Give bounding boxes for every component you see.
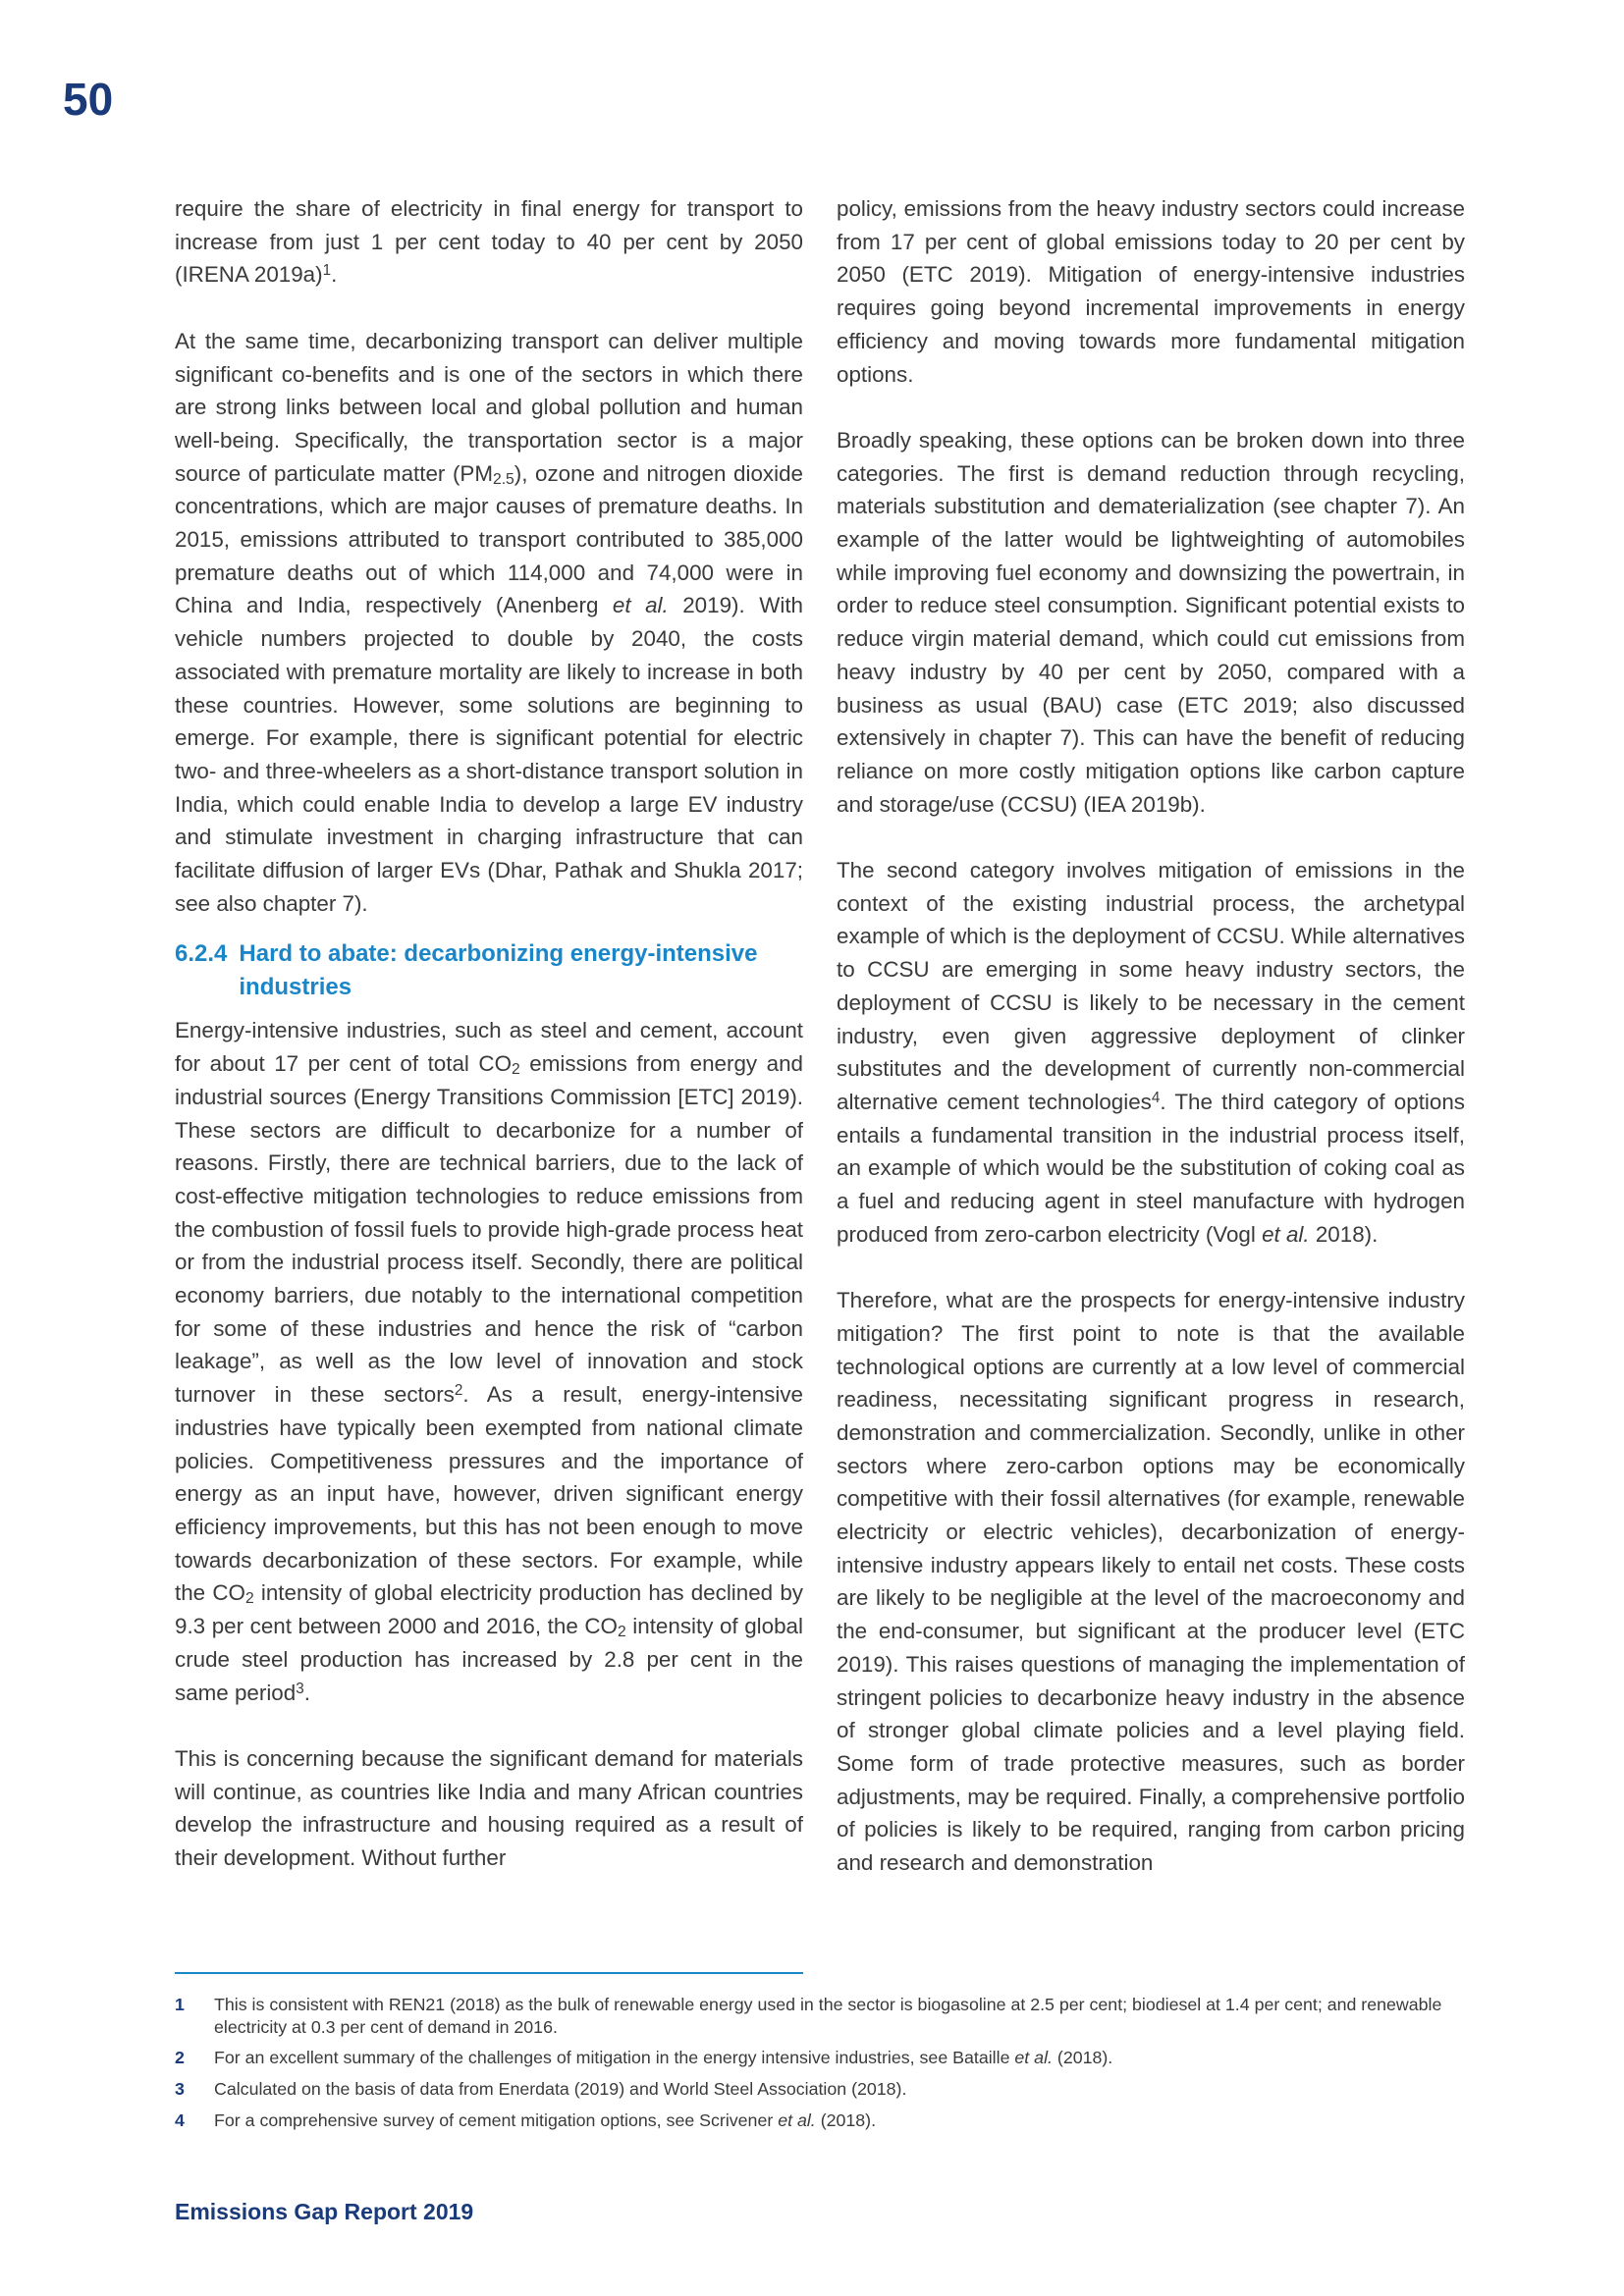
left-paragraph-2: At the same time, decarbonizing transport can deliver multiple significant co-benefits and is one of the sectors in which there are strong links between local and global pollution and human well-being. Specifically, the transportation sector is a major source of particulate matter $(PM_{2.5})$, ozone and nitrogen dioxide concentrations, which are major causes of premature deaths. In 2015, emissions attributed to transport contributed to 385,000 premature deaths out of which 114,000 and 74,000 were in China and India, respectively (Anenberg et al. 2019). With vehicle numbers projected to double by 2040, the costs associated with premature mortality are likely to increase in both these countries. However, some solutions are beginning to emerge. For example, there is significant potential for electric two- and three-wheelers as a short-distance transport solution in India, which could enable India to develop a large EV industry and stimulate investment in charging infrastructure that can facilitate diffusion of larger EVs (Dhar, Pathak and Shukla 2017; see also chapter 7). <box>175 328 803 916</box>
footnote-divider <box>175 1972 803 1974</box>
footnotes <box>175 1994 1451 2141</box>
right-paragraph-3: The second category involves mitigation of emissions in the context of the existing industrial process, the archetypal example of which is the deployment of CCSU. While alternatives to CCSU are emerging in some heavy industry sectors, the deployment of CCSU is likely to be necessary in the cement industry, even given aggressive deployment of clinker substitutes and the development of currently non-commercial alternative cement technologies$^4$. The third category of options entails a fundamental transition in the industrial process itself, an example of which would be the substitution of coking coal as a fuel and reducing agent in steel manufacture with hydrogen produced from zero-carbon electricity (Vogl et al. 2018). <box>837 858 1466 1247</box>
right-paragraph-1: policy, emissions from the heavy industry sectors could increase from 17 per cent of global emissions today to 20 per cent by 2050 (ETC 2019). Mitigation of energy-intensive industries requires going beyond incremental improvements in energy efficiency and moving towards more fundamental mitigation options. <box>837 196 1465 387</box>
right-column <box>837 192 1465 1880</box>
left-paragraph-3: Energy-intensive industries, such as steel and cement, account for about 17 per cent of total $CO_2$ emissions from energy and industrial sources (Energy Transitions Commission [ETC] 2019). These sectors are difficult to decarbonize for a number of reasons. Firstly, there are technical barriers, due to the lack of cost-effective mitigation technologies to reduce emissions from the combustion of fossil fuels to provide high-grade process heat or from the industrial process itself. Secondly, there are political economy barriers, due notably to the international competition for some of these industries and hence the risk of “carbon leakage”, as well as the low level of innovation and stock turnover in these sectors$^2$. As a result, energy-intensive industries have typically been exempted from national climate policies. Competitiveness pressures and the importance of energy as an input have, however, driven significant energy efficiency improvements, but this has not been enough to move towards decarbonization of these sectors. For example, while the $CO_2$ intensity of global electricity production has declined by 9.3 per cent between 2000 and 2016, the $CO_2$ intensity of global crude steel production has increased by 2.8 per cent in the same period$^3$. <box>175 1018 803 1705</box>
footnote-ref-3[interactable]: 3 <box>296 1680 304 1697</box>
right-paragraph-2: Broadly speaking, these options can be broken down into three categories. The first is demand reduction through recycling, materials substitution and dematerialization (see chapter 7). An example of the latter would be lightweighting of automobiles while improving fuel economy and downsizing the powertrain, in order to reduce steel consumption. Significant potential exists to reduce virgin material demand, which could cut emissions from heavy industry by 40 per cent by 2050, compared with a business as usual (BAU) case (ETC 2019; also discussed extensively in chapter 7). This can have the benefit of reducing reliance on more costly mitigation options like carbon capture and storage/use (CCSU) (IEA 2019b). <box>837 427 1465 817</box>
footnote-1: 1 This is consistent with REN21 (2018) as the bulk of renewable energy used in the sector is biogasoline at 2.5 per cent; biodiesel at 1.4 per cent; and renewable electricity at 0.3 per cent of demand in 2016. <box>175 1995 1442 2037</box>
footnote-ref-2[interactable]: 2 <box>454 1382 463 1400</box>
left-paragraph-1: require the share of electricity in final energy for transport to increase from just 1 per cent today to 40 per cent by 2050 (IRENA 2019a)$^1$. <box>175 196 803 288</box>
section-title: Hard to abate: decarbonizing energy-intensive industries <box>239 940 758 1000</box>
section-heading <box>175 937 803 1003</box>
page-number: 50 <box>63 74 114 125</box>
footnote-ref-4[interactable]: 4 <box>1151 1090 1161 1107</box>
footnote-4: 4 For a comprehensive survey of cement mitigation options, see Scrivener et al. (2018). <box>175 2109 877 2130</box>
section-number: 6.2.4 <box>175 940 228 968</box>
right-paragraph-4: Therefore, what are the prospects for energy-intensive industry mitigation? The first point to note is that the available technological options are currently at a low level of commercial readiness, necessitating significant progress in research, demonstration and commercialization. Secondly, unlike in other sectors where zero-carbon options may be economically competitive with their fossil alternatives (for example, renewable electricity or electric vehicles), decarbonization of energy-intensive industry appears likely to entail net costs. These costs are likely to be negligible at the level of the macroeconomy and the end-consumer, but significant at the producer level (ETC 2019). This raises questions of managing the implementation of stringent policies to decarbonize heavy industry in the absence of stronger global climate policies and a level playing field. Some form of trade protective measures, such as border adjustments, may be required. Finally, a comprehensive portfolio of policies is likely to be required, ranging from carbon pricing and research and demonstration <box>837 1288 1465 1876</box>
left-paragraph-4: This is concerning because the significant demand for materials will continue, as countries like India and many African countries develop the infrastructure and housing required as a result of their development. Without further <box>175 1745 803 1871</box>
left-column <box>175 192 803 1875</box>
footnote-ref-1[interactable]: 1 <box>322 262 332 280</box>
footnote-3: 3 Calculated on the basis of data from Enerdata (2019) and World Steel Association (2018). <box>175 2079 907 2100</box>
footnote-2: 2 For an excellent summary of the challenges of mitigation in the energy intensive industries, see Bataille et al. (2018). <box>175 2048 1113 2068</box>
footer-report-title: Emissions Gap Report 2019 <box>175 2199 474 2224</box>
